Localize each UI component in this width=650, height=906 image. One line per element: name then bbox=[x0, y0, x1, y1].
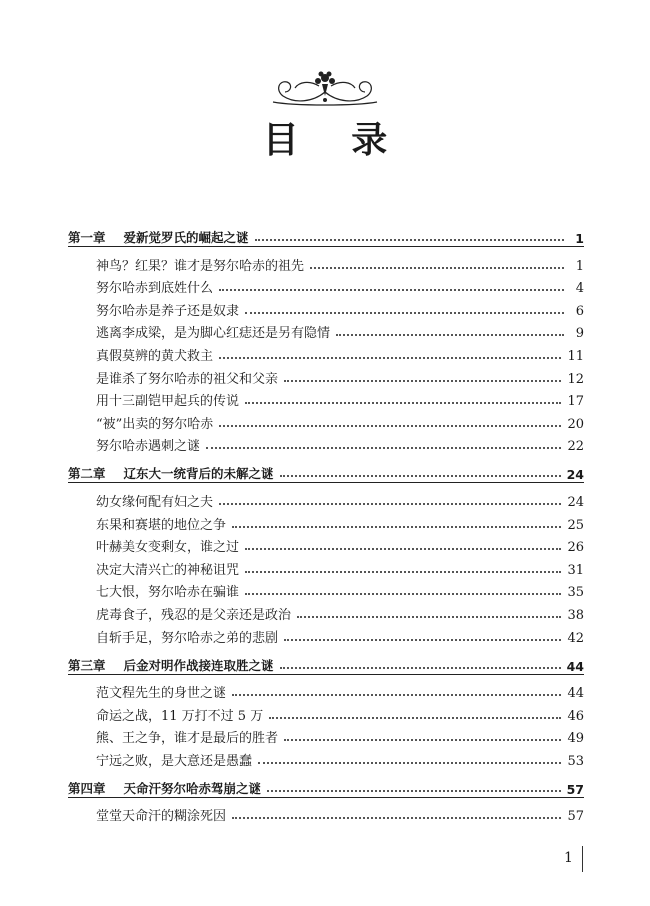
section-title: 熊、王之争，谁才是最后的胜者 bbox=[96, 731, 279, 747]
toc-section-entry[interactable] bbox=[68, 578, 584, 601]
section-title: 努尔哈赤是养子还是奴隶 bbox=[96, 303, 240, 319]
toc-section-entry[interactable] bbox=[68, 623, 584, 646]
toc-page-number: 6 bbox=[575, 303, 584, 319]
toc-page-number: 35 bbox=[567, 585, 584, 601]
leader-dots bbox=[245, 593, 561, 595]
toc-page-number: 11 bbox=[567, 348, 584, 364]
section-title: 命运之战，11 万打不过 5 万 bbox=[96, 708, 264, 724]
toc-page-number: 1 bbox=[575, 231, 584, 246]
toc-chapter-entry[interactable] bbox=[68, 222, 584, 247]
chapter-number: 第三章 bbox=[68, 657, 106, 673]
leader-dots bbox=[232, 526, 561, 528]
toc-page-number: 44 bbox=[567, 686, 584, 702]
toc-section-entry[interactable] bbox=[68, 251, 584, 274]
toc-section-entry[interactable] bbox=[68, 341, 584, 364]
toc-page-number: 49 bbox=[567, 731, 584, 747]
section-title: 宁远之败，是大意还是愚蠢 bbox=[96, 753, 253, 769]
toc-page-number: 20 bbox=[567, 416, 584, 432]
toc-chapter-entry[interactable] bbox=[68, 650, 584, 675]
leader-dots bbox=[245, 548, 561, 550]
page-footer bbox=[0, 846, 650, 876]
chapter-title: 后金对明作战接连取胜之谜 bbox=[123, 657, 274, 673]
toc-section-entry[interactable] bbox=[68, 555, 584, 578]
page-title: 目 录 bbox=[262, 120, 408, 161]
toc-section-entry[interactable] bbox=[68, 600, 584, 623]
toc-chapter-entry[interactable] bbox=[68, 773, 584, 798]
toc-page-number: 9 bbox=[575, 326, 584, 342]
toc-section-entry[interactable] bbox=[68, 387, 584, 410]
toc-page-number: 44 bbox=[566, 658, 584, 674]
chapter-title: 爱新觉罗氏的崛起之谜 bbox=[123, 230, 249, 245]
toc-page-number: 26 bbox=[567, 540, 584, 556]
toc-section-entry[interactable] bbox=[68, 319, 584, 342]
chapter-title: 辽东大一统背后的未解之谜 bbox=[123, 466, 274, 482]
leader-dots bbox=[284, 639, 561, 641]
section-title: “被”出卖的努尔哈赤 bbox=[96, 416, 214, 432]
leader-dots bbox=[258, 762, 561, 764]
leader-dots bbox=[336, 334, 564, 336]
toc-section-entry[interactable] bbox=[68, 274, 584, 297]
section-title: 用十三副铠甲起兵的传说 bbox=[96, 394, 240, 410]
section-title: 逃离李成梁，是为脚心红痣还是另有隐情 bbox=[96, 326, 331, 342]
toc-section-entry[interactable] bbox=[68, 432, 584, 455]
section-title: 叶赫美女变剩女，谁之过 bbox=[96, 540, 240, 556]
toc-page-number: 25 bbox=[567, 517, 584, 533]
leader-dots bbox=[255, 239, 564, 241]
leader-dots bbox=[245, 312, 564, 314]
toc-section-entry[interactable] bbox=[68, 364, 584, 387]
toc-page-number: 12 bbox=[567, 371, 584, 387]
section-title: 真假莫辨的黄犬救主 bbox=[96, 348, 214, 364]
toc-section-entry[interactable] bbox=[68, 701, 584, 724]
leader-dots bbox=[245, 402, 561, 404]
toc-page-number: 46 bbox=[567, 708, 584, 724]
section-title: 七大恨，努尔哈赤在骗谁 bbox=[96, 585, 240, 601]
leader-dots bbox=[267, 790, 561, 792]
leader-dots bbox=[269, 717, 561, 719]
section-title: 决定大清兴亡的神秘诅咒 bbox=[96, 562, 240, 578]
decorative-ornament-icon bbox=[265, 62, 385, 110]
section-title: 堂堂天命汗的糊涂死因 bbox=[96, 809, 227, 825]
leader-dots bbox=[284, 380, 561, 382]
section-title: 努尔哈赤到底姓什么 bbox=[96, 281, 214, 297]
toc-section-entry[interactable] bbox=[68, 487, 584, 510]
section-title: 自斩手足，努尔哈赤之弟的悲剧 bbox=[96, 630, 279, 646]
chapter-title: 天命汗努尔哈赤驾崩之谜 bbox=[123, 780, 262, 796]
leader-dots bbox=[297, 616, 561, 618]
toc-section-entry[interactable] bbox=[68, 533, 584, 556]
toc-page-number: 57 bbox=[566, 781, 584, 797]
leader-dots bbox=[219, 425, 561, 427]
toc-section-entry[interactable] bbox=[68, 296, 584, 319]
toc-page-number: 31 bbox=[567, 562, 584, 578]
toc-page-number: 24 bbox=[566, 467, 584, 483]
leader-dots bbox=[219, 289, 564, 291]
toc-section-entry[interactable] bbox=[68, 724, 584, 747]
toc-section-entry[interactable] bbox=[68, 802, 584, 825]
section-title: 幼女缘何配有妇之夫 bbox=[96, 494, 214, 510]
leader-dots bbox=[280, 667, 561, 669]
page-number: 1 bbox=[564, 850, 573, 866]
toc-page-number: 42 bbox=[567, 630, 584, 646]
table-of-contents bbox=[68, 222, 584, 824]
leader-dots bbox=[219, 357, 561, 359]
section-title: 虎毒食子，残忍的是父亲还是政治 bbox=[96, 607, 292, 623]
toc-section-entry[interactable] bbox=[68, 746, 584, 769]
toc-page-number: 4 bbox=[575, 281, 584, 297]
section-title: 东果和赛堪的地位之争 bbox=[96, 517, 227, 533]
section-title: 神鸟？红果？谁才是努尔哈赤的祖先 bbox=[96, 258, 305, 274]
toc-page-number: 38 bbox=[567, 607, 584, 623]
toc-section-entry[interactable] bbox=[68, 409, 584, 432]
footer-divider bbox=[582, 846, 583, 872]
leader-dots bbox=[245, 571, 561, 573]
leader-dots bbox=[232, 694, 561, 696]
toc-page-number: 53 bbox=[567, 753, 584, 769]
toc-section-entry[interactable] bbox=[68, 679, 584, 702]
toc-page-number: 57 bbox=[567, 809, 584, 825]
leader-dots bbox=[206, 447, 561, 449]
leader-dots bbox=[284, 739, 561, 741]
toc-page-number: 22 bbox=[567, 439, 584, 455]
leader-dots bbox=[280, 475, 561, 477]
leader-dots bbox=[219, 503, 561, 505]
section-title: 是谁杀了努尔哈赤的祖父和父亲 bbox=[96, 371, 279, 387]
toc-section-entry[interactable] bbox=[68, 510, 584, 533]
toc-page-number: 24 bbox=[567, 494, 584, 510]
chapter-number: 第四章 bbox=[68, 780, 106, 796]
toc-chapter-entry[interactable] bbox=[68, 458, 584, 483]
chapter-number: 第二章 bbox=[68, 466, 106, 482]
chapter-number: 第一章 bbox=[68, 230, 106, 245]
toc-page-number: 1 bbox=[575, 258, 584, 274]
section-title: 范文程先生的身世之谜 bbox=[96, 686, 227, 702]
toc-page-number: 17 bbox=[567, 394, 584, 410]
section-title: 努尔哈赤遇刺之谜 bbox=[96, 439, 201, 455]
leader-dots bbox=[232, 817, 561, 819]
leader-dots bbox=[310, 267, 564, 269]
